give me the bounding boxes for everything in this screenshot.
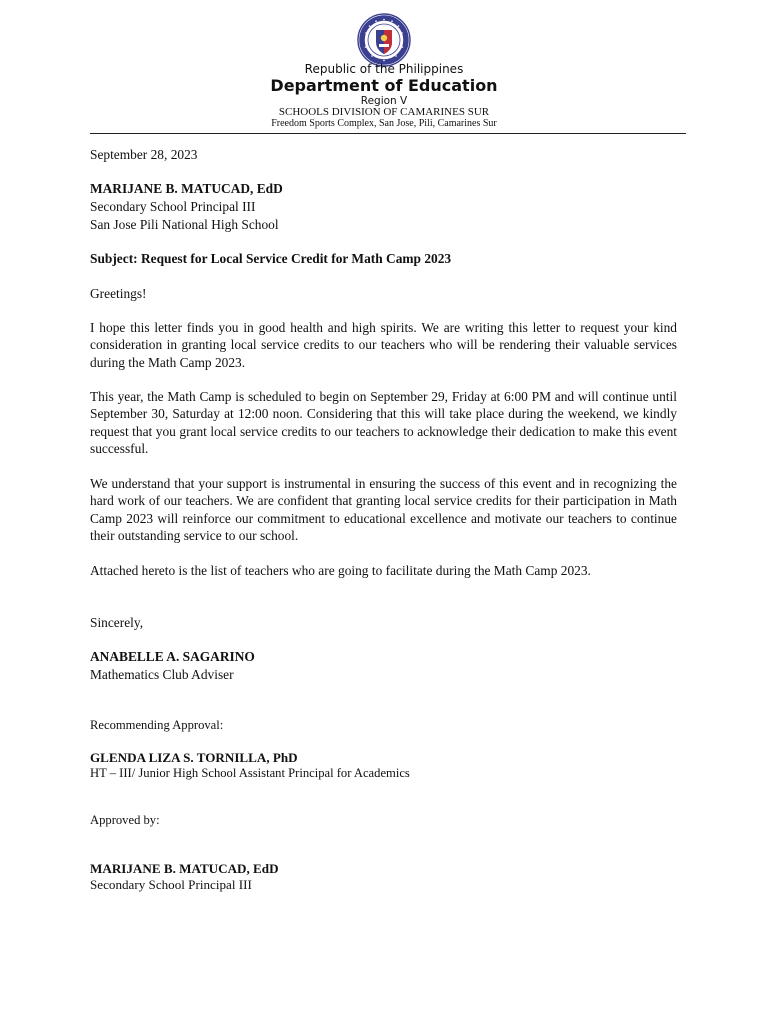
signatory-position: Mathematics Club Adviser [90,667,234,682]
recipient-school: San Jose Pili National High School [90,217,279,232]
letterhead-republic: Republic of the Philippines [304,62,464,76]
approved-name: MARIJANE B. MATUCAD, EdD [90,861,279,876]
approved-position: Secondary School Principal III [90,877,252,892]
recipient-position: Secondary School Principal III [90,199,256,214]
letter-closing: Sincerely, [90,615,144,630]
letter-date: September 28, 2023 [90,147,198,162]
body-paragraph-2: This year, the Math Camp is scheduled to begin on September 29, Friday at 6:00 PM and will continue until September 30, Saturday at 12:00 noon. Considering that this will take place during the weekend, we kindly request that you grant local service credits to our teachers to acknowledge their dedication to make this event successful. [90,389,677,456]
recommending-label: Recommending Approval: [90,718,224,732]
body-paragraph-4: Attached hereto is the list of teachers who are going to facilitate during the Math Camp 2023. [90,563,591,578]
body-paragraph-3: We understand that your support is instrumental in ensuring the success of this event and in recognizing the hard work of our teachers. We are confident that granting local service credits for their participation in Math Camp 2023 will reinforce our commitment to educational excellence and motivate our teachers to continue their outstanding service to our school. [90,476,677,543]
letterhead-department: Department of Education [270,76,498,95]
signatory-name: ANABELLE A. SAGARINO [90,649,255,664]
recommending-name: GLENDA LIZA S. TORNILLA, PhD [90,750,298,765]
letter-greeting: Greetings! [90,286,147,301]
body-paragraph-1: I hope this letter finds you in good health and high spirits. We are writing this letter to request your kind consideration in granting local service credits to our teachers who will be rendering their valuable services during the Math Camp 2023. [90,320,677,370]
letter-subject: Subject: Request for Local Service Credit for Math Camp 2023 [90,251,452,266]
recipient-name: MARIJANE B. MATUCAD, EdD [90,181,283,196]
letterhead-region: Region V [360,95,408,107]
deped-seal-logo [352,12,416,68]
recommending-position: HT – III/ Junior High School Assistant Principal for Academics [90,766,410,780]
letterhead-divider [90,133,686,134]
letterhead-address: Freedom Sports Complex, San Jose, Pili, Camarines Sur [271,118,497,129]
letterhead-division: SCHOOLS DIVISION OF CAMARINES SUR [278,106,490,118]
approved-label: Approved by: [90,813,160,827]
